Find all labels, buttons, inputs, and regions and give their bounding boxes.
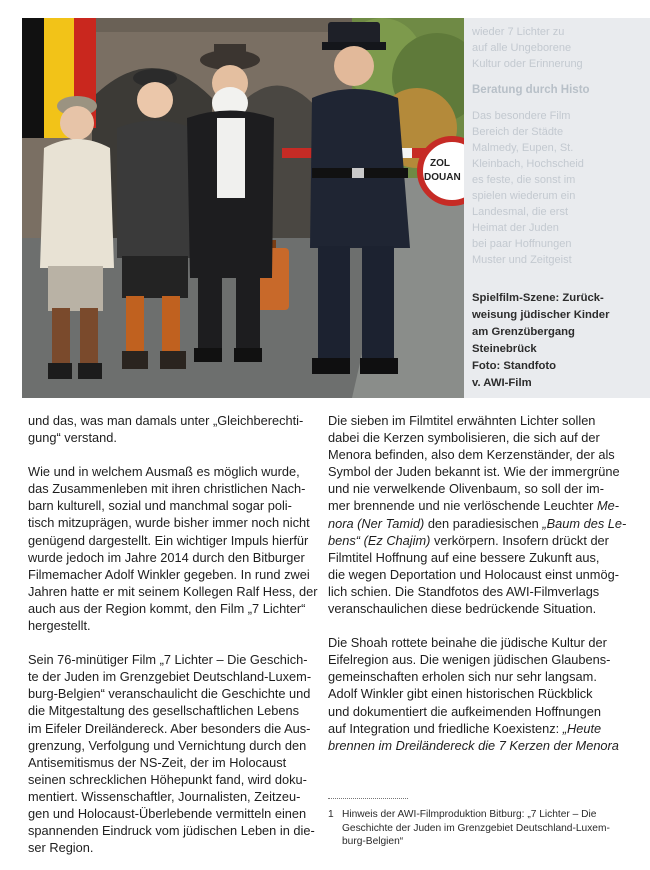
customs-sign-text-1: ZOL xyxy=(430,158,450,169)
footnote-line: Hinweis der AWI-Filmproduktion Bitburg: „7 Lichter – Die xyxy=(342,809,597,820)
text-line: mentiert. Wissenschaftler, Journalisten, Zeitzeu- xyxy=(28,788,301,804)
faded-line: bei paar Hoffnungen xyxy=(472,238,572,250)
text-line: auch aus der Region kommt, den Film „7 Lichter“ xyxy=(28,600,306,616)
paragraph-2 xyxy=(28,463,316,634)
caption-line: Foto: Standfoto xyxy=(472,360,557,372)
text-line: dabei die Kerzen symbolisieren, die sich auf der xyxy=(328,430,600,446)
faded-line: auf alle Ungeborene xyxy=(472,42,572,54)
text-segment: mer brennende und nie verlöschende Leuchter xyxy=(328,498,594,514)
text-line: die wegen Deportation und Holocaust einst unmög- xyxy=(328,566,619,582)
faded-line: Kleinbach, Hochscheid xyxy=(472,158,584,170)
italic-segment: nora (Ner Tamid) xyxy=(328,515,425,531)
text-line: Filmemacher Adolf Winkler gegeben. In rund zwei xyxy=(28,566,310,582)
text-line: Adolf Winkler gibt einen historischen Rückblick xyxy=(328,686,593,702)
text-line: seinen schrecklichen Höhepunkt fand, wird doku- xyxy=(28,771,307,787)
italic-segment: „Heute xyxy=(562,720,602,736)
text-line: te der Juden im Grenzgebiet Deutschland-Luxem- xyxy=(28,669,312,685)
text-line: spannenden Eindruck vom jüdischen Leben in die- xyxy=(28,823,315,839)
italic-segment: „Baum des Le- xyxy=(542,515,627,531)
text-line: Symbol der Juden bekannt ist. Wie der immergrüne xyxy=(328,464,620,480)
caption-line: Steinebrück xyxy=(472,343,537,355)
text-line: hergestellt. xyxy=(28,618,91,634)
text-line: Filmtitel Hoffnung auf eine bessere Zukunft aus, xyxy=(328,549,600,565)
text-line: die Mitgestaltung des gesellschaftlichen Lebens xyxy=(28,703,300,719)
text-line: genügend dargestellt. Ein wichtiger Impuls hierfür xyxy=(28,532,309,548)
faded-line: Landesmal, die erst xyxy=(472,206,568,218)
photo-caption-sidebar xyxy=(464,18,650,398)
footnote-number: 1 xyxy=(328,809,334,820)
text-line xyxy=(328,532,620,549)
text-line: grenzung, Verfolgung und Vernichtung durch den xyxy=(28,737,307,753)
faded-line: Kultur oder Erinnerung xyxy=(472,58,583,70)
text-line: und dokumentiert die aufkeimenden Hoffnungen xyxy=(328,703,601,719)
text-line: Sein 76-minütiger Film „7 Lichter – Die Geschich- xyxy=(28,652,308,668)
text-line: gen und Holocaust-Überlebende vermitteln einen xyxy=(28,805,307,821)
text-line: Wie und in welchem Ausmaß es möglich wurde, xyxy=(28,464,300,480)
customs-sign-text-2: DOUAN xyxy=(424,172,461,183)
footnote xyxy=(328,808,620,849)
left-text-column xyxy=(28,412,316,856)
text-line xyxy=(328,720,620,737)
text-line: Die Shoah rottete beinahe die jüdische Kultur der xyxy=(328,635,607,651)
text-line: und nie verwelkende Olivenbaum, so soll der im- xyxy=(328,481,604,497)
footnote-text xyxy=(342,808,610,849)
text-line: das Zusammenleben mit ihren christlichen Nach- xyxy=(28,481,306,497)
text-line: gemeinschaften erholen sich nur sehr langsam. xyxy=(328,669,597,685)
text-segment: auf Integration und friedliche Koexistenz: xyxy=(328,720,560,736)
paragraph-3 xyxy=(28,651,316,856)
text-line: barn kulturell, sozial und manchmal sogar poli- xyxy=(28,498,292,514)
text-line: ser Region. xyxy=(28,840,94,856)
faded-line: es feste, die sonst im xyxy=(472,174,576,186)
faded-line: Bereich der Städte xyxy=(472,126,564,138)
faded-line: Malmedy, Eupen, St. xyxy=(472,142,574,154)
text-line: lich schien. Die Standfotos des AWI-Filmverlags xyxy=(328,583,600,599)
footnote-line: Geschichte der Juden im Grenzgebiet Deutschland-Luxem- xyxy=(342,822,610,834)
film-scene-photo xyxy=(22,18,464,398)
italic-segment: bens“ (Ez Chajim) xyxy=(328,532,431,548)
text-line: gung“ verstand. xyxy=(28,430,117,446)
caption-line: am Grenzübergang xyxy=(472,326,575,338)
paragraph-4 xyxy=(328,412,627,617)
text-line: Eifelregion aus. Die wenigen jüdischen Glaubens- xyxy=(328,652,611,668)
faded-line: Das besondere Film xyxy=(472,110,571,122)
footnote-divider xyxy=(328,798,408,799)
photo-caption xyxy=(472,290,644,392)
faded-background-text xyxy=(472,24,647,268)
text-line: brennen im Dreiländereck die 7 Kerzen der Menora xyxy=(328,737,619,753)
text-line: Antisemitismus der NS-Zeit, der im Holocaust xyxy=(28,754,287,770)
text-line xyxy=(328,515,627,532)
text-line: wurde jedoch im Jahre 2014 durch den Bitburger xyxy=(28,549,305,565)
faded-heading: Beratung durch Histo xyxy=(472,84,590,96)
right-text-column xyxy=(328,412,627,754)
text-line: Die sieben im Filmtitel erwähnten Lichter sollen xyxy=(328,413,596,428)
text-segment: verkörpern. Insofern drückt der xyxy=(433,532,609,548)
faded-line: Heimat der Juden xyxy=(472,222,559,234)
text-line: und das, was man damals unter „Gleichberechti- xyxy=(28,413,304,428)
text-line: burg-Belgien“ veranschaulicht die Geschichte und xyxy=(28,686,311,702)
text-line: im Eifeler Dreiländereck. Aber besonders die Aus- xyxy=(28,720,311,736)
caption-line: Spielfilm-Szene: Zurück- xyxy=(472,292,604,304)
caption-line: weisung jüdischer Kinder xyxy=(472,309,610,321)
text-line: Jahren hatte er mit seinem Kollegen Ralf Hess, der xyxy=(28,583,318,599)
italic-segment: Me- xyxy=(596,498,619,514)
faded-line: Muster und Zeitgeist xyxy=(472,254,572,266)
text-line: Menora befinden, also dem Kerzenständer, der als xyxy=(328,447,615,463)
footnote-line: burg-Belgien“ xyxy=(342,836,404,847)
text-segment: den paradiesischen xyxy=(427,515,539,531)
photo-illustration xyxy=(22,18,464,398)
text-line: tisch mitzuprägen, wurde bisher immer noch nicht xyxy=(28,515,310,531)
caption-line: v. AWI-Film xyxy=(472,377,532,389)
text-line xyxy=(328,497,620,514)
faded-line: wieder 7 Lichter zu xyxy=(472,26,565,38)
paragraph-5 xyxy=(328,634,620,754)
paragraph-1 xyxy=(28,412,316,446)
faded-line: spielen wiederum ein xyxy=(472,190,576,202)
text-line: veranschaulichen diese bedrückende Situation. xyxy=(328,601,597,617)
